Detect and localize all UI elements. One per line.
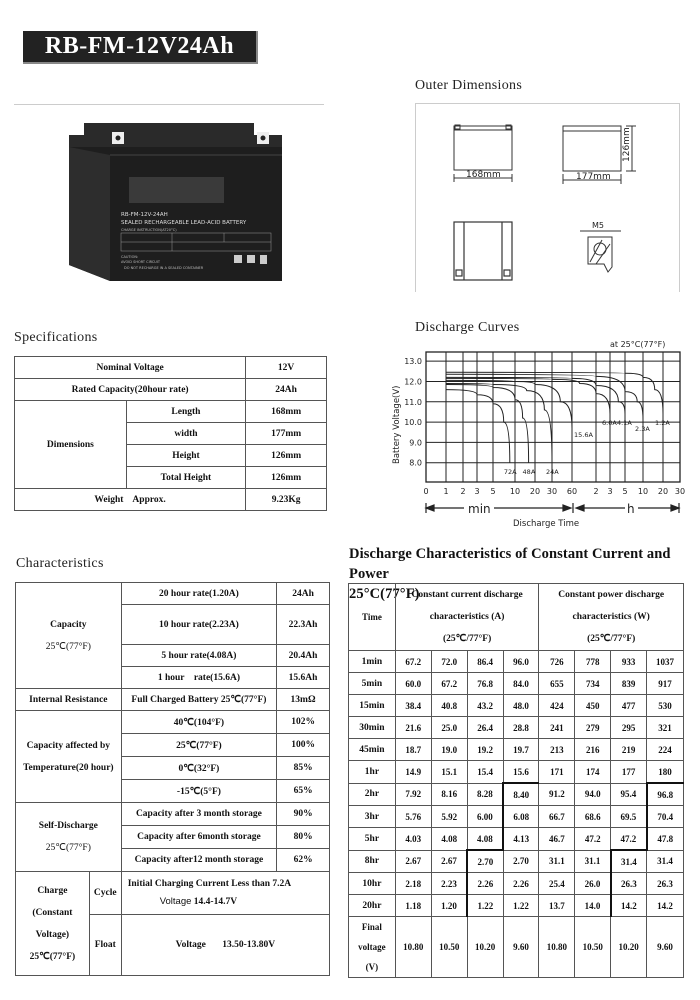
final-voltage-cell: 10.80 xyxy=(539,917,575,978)
value-cell: 1.22 xyxy=(503,895,539,917)
value-cell: 655 xyxy=(539,673,575,695)
char-label: 5 hour rate(4.08A) xyxy=(121,645,276,667)
final-voltage-cell: 10.80 xyxy=(395,917,431,978)
value-cell: 177 xyxy=(611,761,647,784)
spec-value: 24Ah xyxy=(246,379,327,401)
chart-time-axis xyxy=(426,503,679,513)
time-cell: 5hr xyxy=(349,828,396,851)
terminal-size-label: M5 xyxy=(592,221,604,230)
discharge-curves-heading: Discharge Curves xyxy=(415,320,520,335)
table-row xyxy=(349,673,684,695)
chart-x-tick-label: 3 xyxy=(607,487,613,496)
char-value: 85% xyxy=(277,757,330,780)
cycle-details xyxy=(121,872,329,915)
value-cell: 18.7 xyxy=(395,739,431,761)
char-label: 40℃(104°F) xyxy=(121,711,276,734)
char-label: Capacity after12 month storage xyxy=(121,849,276,872)
cycle-current: Initial Charging Current Less than 7.2A xyxy=(127,879,292,889)
cycle-label: Cycle xyxy=(89,872,121,915)
spec-label: Rated Capacity(20hour rate) xyxy=(15,379,246,401)
value-cell: 67.2 xyxy=(395,651,431,673)
time-cell: 1min xyxy=(349,651,396,673)
table-row xyxy=(349,717,684,739)
final-voltage-cell: 10.50 xyxy=(575,917,611,978)
cycle-voltage-label: Voltage xyxy=(159,896,192,907)
current-header xyxy=(395,584,539,651)
chart-y-ticks xyxy=(404,357,422,468)
table-row xyxy=(349,828,684,851)
chart-x-ticks xyxy=(423,487,685,496)
char-value: 62% xyxy=(277,849,330,872)
table-row xyxy=(349,739,684,761)
chart-x-tick-label: 20 xyxy=(529,487,541,496)
table-row xyxy=(349,695,684,717)
width-dimension-label: 177mm xyxy=(576,172,611,182)
value-cell: 4.03 xyxy=(395,828,431,851)
value-cell: 2.67 xyxy=(395,850,431,873)
time-cell: 2hr xyxy=(349,783,396,806)
discharge-curves-chart xyxy=(380,336,700,536)
final-voltage-label-line: Final xyxy=(361,922,382,932)
value-cell: 2.18 xyxy=(395,873,431,895)
chart-series-15_6A xyxy=(446,380,572,428)
chart-x-tick-label: 0 xyxy=(423,487,429,496)
value-cell: 15.6 xyxy=(503,761,539,784)
value-cell: 295 xyxy=(611,717,647,739)
final-voltage-cell: 10.20 xyxy=(611,917,647,978)
power-header-line: characteristics (W) xyxy=(572,612,650,622)
char-value: 22.3Ah xyxy=(277,605,330,645)
value-cell: 778 xyxy=(575,651,611,673)
spec-label: Length xyxy=(126,401,246,423)
spec-value: 168mm xyxy=(246,401,327,423)
chart-x-tick-label: 30 xyxy=(546,487,558,496)
battery-label-warning: DO NOT RECHARGE IN A SEALED CONTAINER xyxy=(124,266,204,270)
top-view-drawing xyxy=(454,222,512,280)
final-voltage-cell: 9.60 xyxy=(647,917,684,978)
value-cell: 91.2 xyxy=(539,783,575,806)
value-cell: 1.18 xyxy=(395,895,431,917)
m5-terminal-drawing xyxy=(580,231,621,272)
value-cell: 8.40 xyxy=(503,783,539,806)
outer-dimensions-drawing xyxy=(415,103,680,292)
value-cell: 8.16 xyxy=(431,783,467,806)
spec-label: Total Height xyxy=(126,467,246,489)
value-cell: 321 xyxy=(647,717,684,739)
table-row xyxy=(15,489,327,511)
value-cell: 2.70 xyxy=(503,850,539,873)
battery-label-charge: CHARGE INSTRUCTION(AT20°C) xyxy=(121,228,177,232)
chart-x-tick-label: 5 xyxy=(490,487,496,496)
value-cell: 224 xyxy=(647,739,684,761)
final-voltage-label xyxy=(349,917,396,978)
product-photo-frame xyxy=(14,104,324,295)
chart-series-label: 15.6A xyxy=(574,431,593,440)
chart-y-tick-label: 13.0 xyxy=(404,357,422,367)
time-cell: 8hr xyxy=(349,850,396,873)
table-row xyxy=(16,872,330,915)
chart-series-label: 6.0A xyxy=(602,418,617,427)
value-cell: 174 xyxy=(575,761,611,784)
product-title: RB-FM-12V24Ah xyxy=(23,31,258,64)
spec-value: 177mm xyxy=(246,423,327,445)
length-dimension-label: 168mm xyxy=(466,170,501,180)
value-cell: 1.22 xyxy=(467,895,503,917)
value-cell: 917 xyxy=(647,673,684,695)
chart-unit-h: h xyxy=(627,502,635,516)
table-row xyxy=(349,651,684,673)
table-header-row xyxy=(349,584,684,651)
current-header-line: (25℃/77°F) xyxy=(443,634,492,644)
current-header-line: Constant current discharge xyxy=(411,590,523,600)
value-cell: 19.7 xyxy=(503,739,539,761)
time-cell: 20hr xyxy=(349,895,396,917)
value-cell: 31.4 xyxy=(611,850,647,873)
charge-label-line: (Constant xyxy=(32,907,73,918)
chart-x-tick-label: 2 xyxy=(593,487,599,496)
value-cell: 48.0 xyxy=(503,695,539,717)
value-cell: 1037 xyxy=(647,651,684,673)
value-cell: 1.20 xyxy=(431,895,467,917)
chart-y-axis-label: Battery Voltage(V) xyxy=(392,385,402,464)
chart-y-tick-label: 9.0 xyxy=(409,438,422,448)
table-row xyxy=(16,583,330,605)
value-cell: 21.6 xyxy=(395,717,431,739)
value-cell: 933 xyxy=(611,651,647,673)
value-cell: 72.0 xyxy=(431,651,467,673)
table-row xyxy=(349,761,684,784)
value-cell: 31.4 xyxy=(647,850,684,873)
char-label: -15℃(5°F) xyxy=(121,780,276,803)
discharge-table-title-line2: 25°C(77°F) xyxy=(349,586,420,602)
value-cell: 84.0 xyxy=(503,673,539,695)
temperature-label-line1: Capacity affected by xyxy=(26,740,111,751)
table-row xyxy=(16,689,330,711)
value-cell: 4.13 xyxy=(503,828,539,851)
value-cell: 8.28 xyxy=(467,783,503,806)
float-details xyxy=(121,915,329,976)
value-cell: 14.9 xyxy=(395,761,431,784)
value-cell: 47.2 xyxy=(611,828,647,851)
float-label: Float xyxy=(89,915,121,976)
value-cell: 15.4 xyxy=(467,761,503,784)
spec-label: Weight Approx. xyxy=(15,489,246,511)
characteristics-heading: Characteristics xyxy=(16,556,104,571)
table-row xyxy=(15,357,327,379)
char-value: 15.6Ah xyxy=(277,667,330,689)
table-row xyxy=(349,850,684,873)
value-cell: 2.23 xyxy=(431,873,467,895)
value-cell: 2.26 xyxy=(467,873,503,895)
spec-label: Height xyxy=(126,445,246,467)
time-header: Time xyxy=(349,584,396,651)
self-discharge-label-cell xyxy=(16,803,122,872)
final-voltage-cell: 10.50 xyxy=(431,917,467,978)
value-cell: 213 xyxy=(539,739,575,761)
charge-label-cell xyxy=(16,872,90,976)
table-row xyxy=(16,803,330,826)
spec-value: 12V xyxy=(246,357,327,379)
value-cell: 19.0 xyxy=(431,739,467,761)
internal-resistance-label: Internal Resistance xyxy=(16,689,122,711)
value-cell: 47.8 xyxy=(647,828,684,851)
final-voltage-cell: 10.20 xyxy=(467,917,503,978)
chart-series-label: 48A xyxy=(522,468,536,476)
value-cell: 219 xyxy=(611,739,647,761)
float-voltage-value: 13.50-13.80V xyxy=(222,940,276,950)
charge-label-line: Charge xyxy=(37,885,68,896)
chart-x-tick-label: 30 xyxy=(674,487,686,496)
time-cell: 3hr xyxy=(349,806,396,828)
table-row xyxy=(15,379,327,401)
value-cell: 7.92 xyxy=(395,783,431,806)
table-row xyxy=(15,401,327,423)
value-cell: 6.00 xyxy=(467,806,503,828)
chart-x-tick-label: 10 xyxy=(509,487,521,496)
time-cell: 15min xyxy=(349,695,396,717)
battery-photo xyxy=(14,105,324,295)
value-cell: 66.7 xyxy=(539,806,575,828)
battery-label-short: AVOID SHORT CIRCUIT xyxy=(121,260,161,264)
final-voltage-label-line: voltage xyxy=(358,942,386,952)
time-cell: 1hr xyxy=(349,761,396,784)
value-cell: 2.70 xyxy=(467,850,503,873)
self-discharge-label: Self-Discharge xyxy=(38,821,98,831)
value-cell: 530 xyxy=(647,695,684,717)
value-cell: 94.0 xyxy=(575,783,611,806)
value-cell: 5.92 xyxy=(431,806,467,828)
value-cell: 96.0 xyxy=(503,651,539,673)
char-value: 20.4Ah xyxy=(277,645,330,667)
value-cell: 14.0 xyxy=(575,895,611,917)
charge-label-line: 25℃(77°F) xyxy=(29,951,76,962)
battery-label-model: RB-FM-12V-24AH xyxy=(121,212,168,218)
value-cell: 31.1 xyxy=(539,850,575,873)
value-cell: 2.67 xyxy=(431,850,467,873)
discharge-characteristics-table xyxy=(348,583,684,978)
value-cell: 171 xyxy=(539,761,575,784)
value-cell: 43.2 xyxy=(467,695,503,717)
value-cell: 14.2 xyxy=(611,895,647,917)
value-cell: 28.8 xyxy=(503,717,539,739)
char-value: 80% xyxy=(277,826,330,849)
power-header-line: Constant power discharge xyxy=(558,590,665,600)
char-label: 0℃(32°F) xyxy=(121,757,276,780)
internal-resistance-value: 13mΩ xyxy=(277,689,330,711)
value-cell: 4.08 xyxy=(431,828,467,851)
temperature-label-cell xyxy=(16,711,122,803)
chart-series-label: 4.1A xyxy=(617,418,632,427)
float-voltage-label: Voltage xyxy=(175,940,206,950)
char-value: 100% xyxy=(277,734,330,757)
value-cell: 70.4 xyxy=(647,806,684,828)
char-label: 25℃(77°F) xyxy=(121,734,276,757)
chart-unit-min: min xyxy=(468,502,491,516)
chart-x-tick-label: 60 xyxy=(566,487,578,496)
chart-series-label: 2.3A xyxy=(635,425,650,434)
value-cell: 76.8 xyxy=(467,673,503,695)
battery-label-type: SEALED RECHARGEABLE LEAD-ACID BATTERY xyxy=(121,220,247,226)
table-row xyxy=(16,711,330,734)
char-value: 90% xyxy=(277,803,330,826)
temperature-label-line2: Temperature(20 hour) xyxy=(23,762,114,773)
value-cell: 424 xyxy=(539,695,575,717)
current-header-line: characteristics (A) xyxy=(429,612,505,622)
certification-icon xyxy=(234,255,242,263)
recycle-icon xyxy=(247,255,255,263)
chart-series-label: 1.2A xyxy=(655,418,670,427)
char-label: 1 hour rate(15.6A) xyxy=(121,667,276,689)
value-cell: 40.8 xyxy=(431,695,467,717)
chart-x-tick-label: 20 xyxy=(657,487,669,496)
value-cell: 5.76 xyxy=(395,806,431,828)
table-row xyxy=(349,806,684,828)
char-label: Capacity after 6month storage xyxy=(121,826,276,849)
chart-x-tick-label: 5 xyxy=(622,487,628,496)
final-voltage-row xyxy=(349,917,684,978)
chart-y-tick-label: 8.0 xyxy=(409,458,422,468)
value-cell: 477 xyxy=(611,695,647,717)
outer-dimensions-heading: Outer Dimensions xyxy=(415,78,523,93)
time-cell: 45min xyxy=(349,739,396,761)
value-cell: 734 xyxy=(575,673,611,695)
value-cell: 25.0 xyxy=(431,717,467,739)
power-header-line: (25℃/77°F) xyxy=(587,634,636,644)
time-cell: 30min xyxy=(349,717,396,739)
spec-value: 126mm xyxy=(246,445,327,467)
char-value: 102% xyxy=(277,711,330,734)
spec-value: 9.23Kg xyxy=(246,489,327,511)
chart-series-label: 24A xyxy=(546,468,559,476)
value-cell: 26.4 xyxy=(467,717,503,739)
capacity-label: Capacity xyxy=(50,619,87,630)
battery-label-caution: CAUTION: xyxy=(121,255,139,259)
value-cell: 86.4 xyxy=(467,651,503,673)
value-cell: 15.1 xyxy=(431,761,467,784)
value-cell: 13.7 xyxy=(539,895,575,917)
value-cell: 216 xyxy=(575,739,611,761)
battery-lid xyxy=(69,123,282,147)
capacity-label-cell xyxy=(16,583,122,689)
char-label: 10 hour rate(2.23A) xyxy=(121,605,276,645)
value-cell: 38.4 xyxy=(395,695,431,717)
final-voltage-label-line: (V) xyxy=(365,962,379,972)
value-cell: 31.1 xyxy=(575,850,611,873)
cycle-voltage-value: 14.4-14.7V xyxy=(193,897,238,907)
chart-curves xyxy=(446,372,670,476)
height-dimension-label: 126mm xyxy=(622,127,632,162)
specifications-heading: Specifications xyxy=(14,330,98,345)
chart-x-tick-label: 10 xyxy=(637,487,649,496)
time-cell: 5min xyxy=(349,673,396,695)
chart-y-tick-label: 11.0 xyxy=(404,397,422,407)
internal-resistance-condition: Full Charged Battery 25℃(77°F) xyxy=(121,689,276,711)
value-cell: 839 xyxy=(611,673,647,695)
value-cell: 450 xyxy=(575,695,611,717)
value-cell: 726 xyxy=(539,651,575,673)
chart-x-tick-label: 2 xyxy=(460,487,466,496)
value-cell: 6.08 xyxy=(503,806,539,828)
final-voltage-cell: 9.60 xyxy=(503,917,539,978)
chart-y-tick-label: 10.0 xyxy=(404,418,422,428)
charge-label-line: Voltage) xyxy=(35,929,70,940)
char-label: 20 hour rate(1.20A) xyxy=(121,583,276,605)
value-cell: 96.8 xyxy=(647,783,684,806)
spec-group-label: Dimensions xyxy=(15,401,127,489)
value-cell: 2.26 xyxy=(503,873,539,895)
chart-x-tick-label: 1 xyxy=(443,487,449,496)
chart-series-72A xyxy=(446,390,510,463)
chart-series-label: 72A xyxy=(503,468,517,476)
value-cell: 4.08 xyxy=(467,828,503,851)
power-header xyxy=(539,584,684,651)
table-row xyxy=(349,895,684,917)
spec-value: 126mm xyxy=(246,467,327,489)
value-cell: 47.2 xyxy=(575,828,611,851)
char-label: Capacity after 3 month storage xyxy=(121,803,276,826)
value-cell: 25.4 xyxy=(539,873,575,895)
char-value: 24Ah xyxy=(277,583,330,605)
value-cell: 67.2 xyxy=(431,673,467,695)
chart-y-tick-label: 12.0 xyxy=(404,377,422,387)
value-cell: 26.3 xyxy=(611,873,647,895)
value-cell: 60.0 xyxy=(395,673,431,695)
value-cell: 26.0 xyxy=(575,873,611,895)
chart-annotation: at 25°C(77°F) xyxy=(610,340,666,349)
chart-x-tick-label: 3 xyxy=(474,487,480,496)
value-cell: 26.3 xyxy=(647,873,684,895)
spec-label: width xyxy=(126,423,246,445)
value-cell: 69.5 xyxy=(611,806,647,828)
value-cell: 68.6 xyxy=(575,806,611,828)
capacity-sublabel: 25℃(77°F) xyxy=(45,641,91,652)
chart-x-axis-label: Discharge Time xyxy=(513,519,580,529)
char-value: 65% xyxy=(277,780,330,803)
specifications-table xyxy=(14,356,327,511)
discharge-table-title-line1: Discharge Characteristics of Constant Current and Power xyxy=(349,546,671,582)
cycle-voltage-line xyxy=(128,893,329,911)
value-cell: 279 xyxy=(575,717,611,739)
time-cell: 10hr xyxy=(349,873,396,895)
value-cell: 241 xyxy=(539,717,575,739)
self-discharge-sublabel: 25℃(77°F) xyxy=(45,843,91,853)
table-row xyxy=(349,783,684,806)
value-cell: 14.2 xyxy=(647,895,684,917)
value-cell: 180 xyxy=(647,761,684,784)
value-cell: 19.2 xyxy=(467,739,503,761)
characteristics-table xyxy=(15,582,330,976)
bin-icon xyxy=(260,255,267,264)
spec-label: Nominal Voltage xyxy=(15,357,246,379)
chart-series-24A xyxy=(446,384,552,463)
table-row xyxy=(349,873,684,895)
value-cell: 95.4 xyxy=(611,783,647,806)
value-cell: 46.7 xyxy=(539,828,575,851)
chart-grid xyxy=(426,352,680,482)
